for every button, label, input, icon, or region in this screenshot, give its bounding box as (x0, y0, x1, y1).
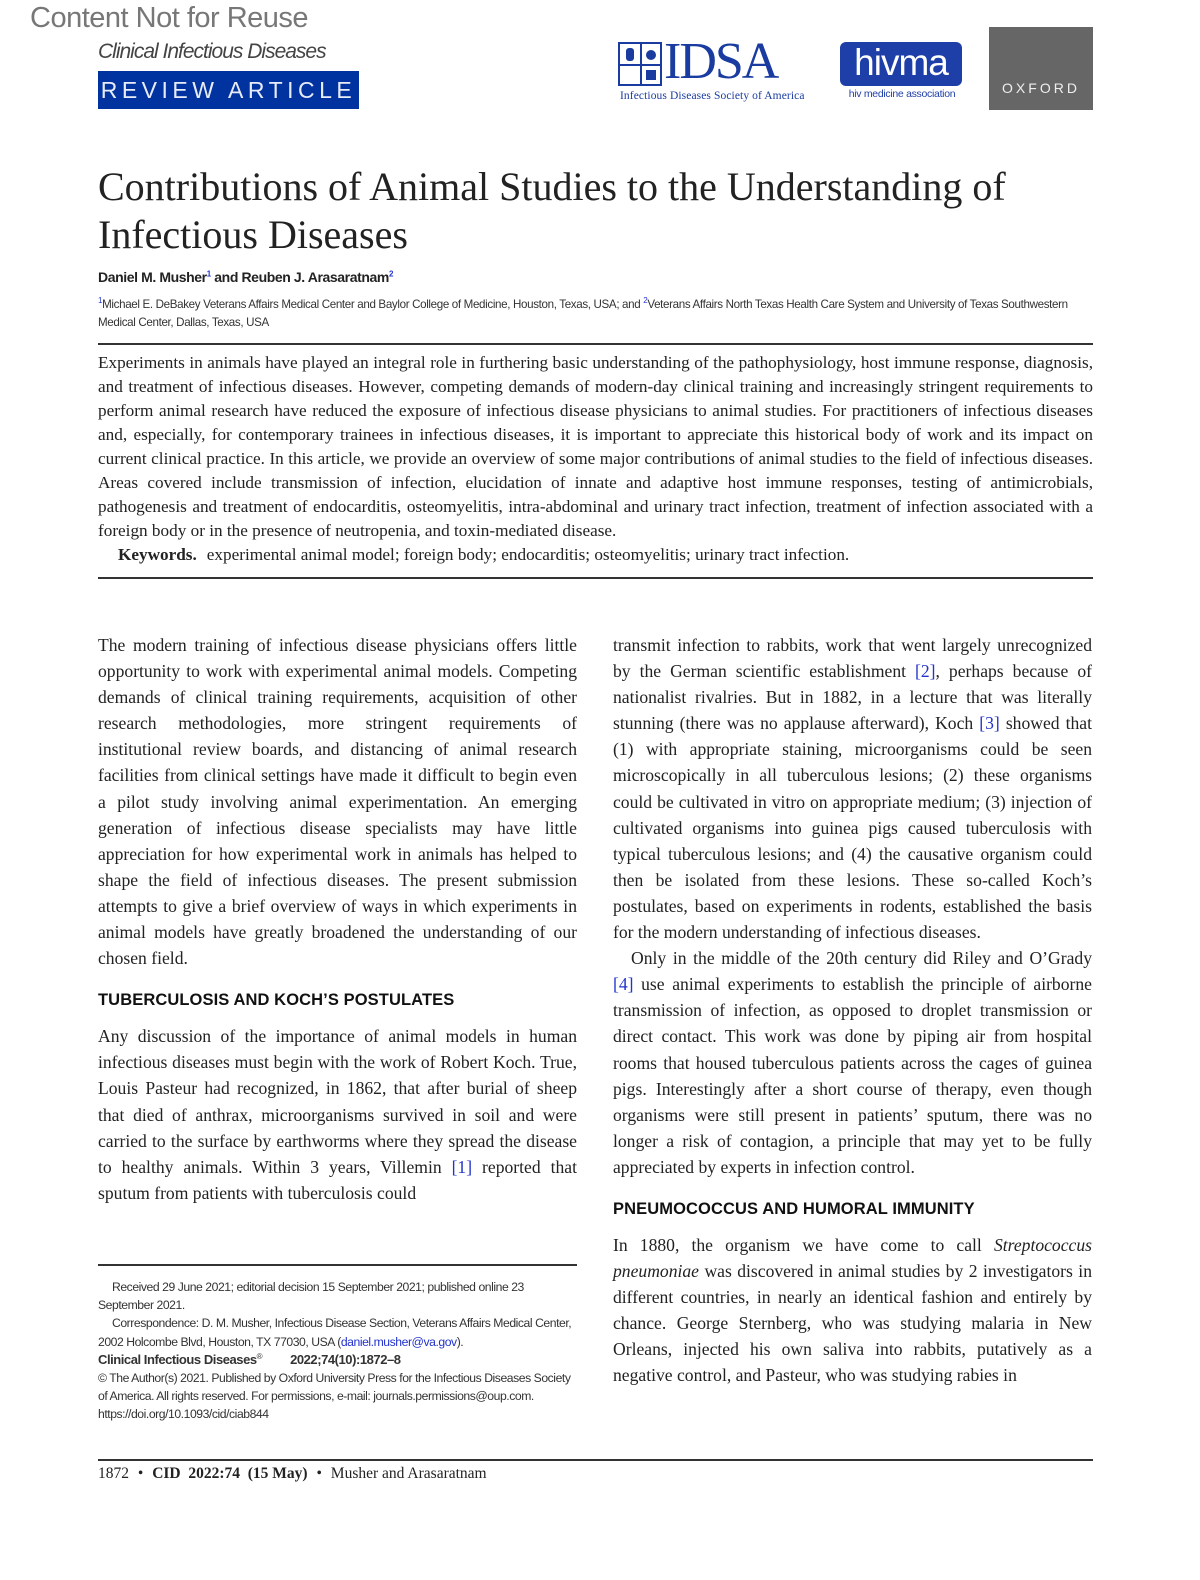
registered-mark: ® (256, 1351, 263, 1361)
author-name: Daniel M. Musher (98, 269, 207, 285)
paragraph-text: Only in the middle of the 20th century did Riley and O’Grady (631, 948, 1092, 969)
affiliation-text: Michael E. DeBakey Veterans Affairs Medical Center and Baylor College of Medicine, Houston, Texas, USA; and (102, 298, 644, 311)
author-name: Reuben J. Arasaratnam (241, 269, 389, 285)
journal-citation (98, 1351, 578, 1369)
affiliation-mark: 2 (643, 296, 648, 306)
paragraph-text: In 1880, the organism we have come to call (613, 1234, 994, 1255)
hivma-subtitle: hiv medicine association (848, 88, 956, 100)
copyright: © The Author(s) 2021. Published by Oxford University Press for the Infectious Diseases Society of America. All rights reserved. For permissions, e-mail: journals.permissions@oup.com. (98, 1371, 571, 1404)
citation-link[interactable]: [1] (451, 1156, 473, 1177)
doi-link[interactable]: https://doi.org/10.1093/cid/ciab844 (98, 1407, 269, 1422)
correspondence (98, 1314, 578, 1350)
keywords (98, 543, 1093, 567)
abstract: Experiments in animals have played an integral role in furthering basic understanding of the pathophysiology, host immune response, diagnosis, and treatment of infectious diseases. However, competing demands of modern-day clinical training and increasingly stringent requirements to perform animal research have reduced the exposure of infectious disease physicians to animal studies. For practitioners of infectious diseases and, especially, for contemporary trainees in infectious diseases, it is important to appreciate this historical body of work and its impact on current clinical practice. In this article, we provide an overview of some major contributions of animal studies to the field of infectious diseases. Areas covered include transmission of infection, elucidation of innate and adaptive host immune responses, testing of antimicrobials, pathogenesis and treatment of endocarditis, osteomyelitis, intra-abdominal and urinary tract infection, treatment of infection associated with a foreign body or in the presence of neutropenia, and toxin-mediated disease. (98, 353, 1093, 540)
keywords-text: experimental animal model; foreign body; endocarditis; osteomyelitis; urinary tract infection. (206, 545, 850, 564)
paragraph-text: was discovered in animal studies by 2 investigators in different countries, in nearly an identical fashion and entirely by chance. George Sternberg, who was studying malaria in New Orleans, injected his own saliva into rabbits, putatively as a negative control, and Pasteur, who was studying rabies in (613, 1261, 1092, 1386)
paragraph-text: use animal experiments to establish the principle of airborne transmission of infection, as opposed to droplet transmission or direct contact. This work was done by piping air from hospital rooms that housed tuberculous patients across the cages of guinea pigs. Interestingly after a short course of therapy, even though organisms were still present in patients’ sputum, there was no longer a risk of contagion, a principle that may yet to be fully appreciated by experts in infection control. (613, 974, 1092, 1177)
correspondence-text: Correspondence: D. M. Musher, Infectious Disease Section, Veterans Affairs Medical Center, 2002 Holcombe Blvd, Houston, TX 77030, USA ( (98, 1316, 572, 1349)
oxford-logo: OXFORD (989, 27, 1093, 110)
divider (98, 577, 1093, 579)
paragraph (98, 632, 577, 971)
paragraph-text: Any discussion of the importance of animal models in human infectious diseases must begin with the work of Robert Koch. True, Louis Pasteur had recognized, in 1862, that after burial of sheep that died of anthrax, microorganisms survived in soil and were carried to the surface by earthworms where they spread the disease to healthy animals. Within 3 years, Villemin (98, 1026, 577, 1177)
body-column-left (98, 632, 577, 1206)
paragraph-text: transmit infection to rabbits, work that went largely unrecognized by the German scientific establishment (613, 635, 1092, 682)
affiliation-text: Veterans Affairs North Texas Health Care System and University of Texas Southwestern Medical Center, Dallas, Texas, USA (98, 298, 1068, 329)
hivma-logo: hivma (840, 42, 962, 86)
author-separator: and (210, 269, 242, 285)
article-title: Contributions of Animal Studies to the Understanding of Infectious Diseases (98, 164, 1006, 257)
running-authors: Musher and Arasaratnam (330, 1465, 487, 1482)
citation-link[interactable]: [3] (979, 713, 1000, 734)
idsa-wordmark: IDSA (664, 33, 778, 90)
idsa-subtitle: Infectious Diseases Society of America (620, 90, 805, 102)
idsa-emblem-icon (618, 42, 662, 86)
article-type-badge: REVIEW ARTICLE (98, 71, 359, 109)
paragraph-text: , perhaps because of nationalist rivalries. But in 1882, in a lecture that was literally stunning (there was no applause afterward), Koch (613, 661, 1092, 734)
footnotes (98, 1278, 578, 1424)
idsa-logo (618, 33, 828, 104)
journal-name-footnote: Clinical Infectious Diseases (98, 1351, 257, 1367)
correspondence-end: ). (456, 1334, 464, 1349)
body-column-right (613, 632, 1092, 1389)
journal-name: Clinical Infectious Diseases (98, 40, 326, 63)
received-dates: Received 29 June 2021; editorial decision 15 September 2021; published online 23 September 2021. (98, 1280, 524, 1313)
paragraph-text: reported that sputum from patients with tuberculosis could (98, 1156, 577, 1203)
affiliations (98, 296, 1088, 332)
bullet: • (316, 1465, 322, 1482)
divider (98, 343, 1093, 345)
paragraph (98, 1023, 577, 1206)
citation-link[interactable]: [2] (915, 661, 936, 682)
affiliation-mark: 1 (98, 296, 103, 306)
journal-volume: CID 2022:74 (15 May) (152, 1465, 308, 1482)
paragraph-text: showed that (1) with appropriate staining, microorganisms could be seen microscopically in all tuberculous lesions; (2) these organisms could be cultivated in vitro on appropriate medium; (3) injection of cultivated organisms into guinea pigs caused tuberculosis with typical tuberculous lesions; and (4) the causative organism could then be isolated from these lesions. These so-called Koch’s postulates, based on experiments in rodents, established the basis for the modern understanding of infectious diseases. (613, 713, 1092, 943)
citation-link[interactable]: [4] (613, 974, 634, 995)
paragraph (613, 945, 1092, 1180)
italic-text: Streptococcus pneumoniae (613, 1234, 1092, 1282)
footnote-divider (98, 1264, 577, 1266)
abstract-section (98, 351, 1093, 579)
paragraph (613, 632, 1092, 945)
author-affiliation-mark[interactable]: 2 (388, 269, 394, 279)
citation: 2022;74(10):1872–8 (290, 1351, 401, 1367)
watermark: Content Not for Reuse (30, 2, 309, 34)
email-link[interactable]: daniel.musher@va.gov (340, 1334, 457, 1349)
section-heading: PNEUMOCOCCUS AND HUMORAL IMMUNITY (613, 1199, 975, 1218)
page-footer (98, 1464, 487, 1484)
bullet: • (137, 1465, 144, 1482)
paragraph-text: The modern training of infectious disease physicians offers little opportunity to work with experimental animal models. Competing demands of clinical training requirements, acquisition of other research methodologies, more stringent requirements of institutional review boards, and distancing of animal research facilities from clinical settings have made it difficult to begin even a pilot study involving animal experimentation. An emerging generation of infectious disease specialists may have little appreciation for how experimental work in animals has helped to shape the field of infectious diseases. The present submission attempts to give a brief overview of ways in which experiments in animal models have greatly broadened the understanding of our chosen field. (98, 635, 577, 969)
paragraph (613, 1232, 1092, 1389)
author-affiliation-mark[interactable]: 1 (206, 269, 211, 279)
footer-divider (98, 1459, 1093, 1461)
section-heading: TUBERCULOSIS AND KOCH’S POSTULATES (98, 991, 455, 1010)
keywords-label: Keywords. (118, 545, 197, 564)
page-number: 1872 (98, 1465, 129, 1482)
authors (98, 268, 393, 286)
